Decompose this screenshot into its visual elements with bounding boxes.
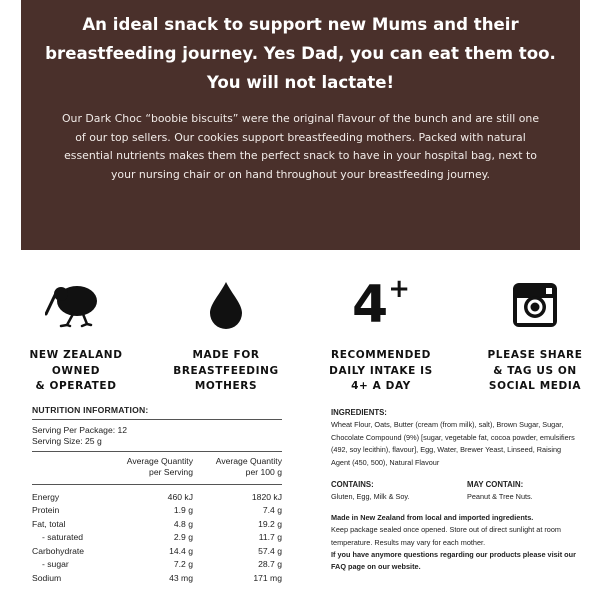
feature-breastfeeding xyxy=(156,270,296,395)
four-digit: 4 xyxy=(352,275,389,335)
ingredients-title: INGREDIENTS: xyxy=(331,408,387,417)
table-row: - sugar 7.2 g 28.7 g xyxy=(42,559,282,569)
banner-headline: An ideal snack to support new Mums and their breastfeeding journey. Yes Dad, you can eat them too. You will not lactate! xyxy=(45,15,556,92)
feature-line: SOCIAL MEDIA xyxy=(488,380,582,392)
feature-line: DAILY INTAKE IS xyxy=(329,364,433,377)
feature-line: MOTHERS xyxy=(194,380,258,392)
servings-per-package: Serving Per Package: 12 xyxy=(32,425,128,435)
four-plus-icon xyxy=(311,270,451,340)
col-per-100g-header: Average Quantity per 100 g xyxy=(193,452,282,485)
faq-note: If you have anymore questions regarding our products please visit our FAQ page on our website. xyxy=(331,550,576,572)
table-row: Carbohydrate 14.4 g 57.4 g xyxy=(32,545,282,556)
nutrition-title: NUTRITION INFORMATION: xyxy=(32,405,282,420)
feature-nz-owned xyxy=(6,270,146,395)
feature-line: PLEASE SHARE xyxy=(487,349,583,361)
may-contain-title: MAY CONTAIN: xyxy=(467,480,524,490)
ingredients-list: Wheat Flour, Oats, Butter (cream (from milk), salt), Brown Sugar, Sugar, Chocolate Compound (9%) [sugar, vegetable fat, cocoa powder, emulsifiers (492, soy lecithin), flavour], Egg, Water, Brewer Yeast, Linseed, Raising Agent (450, 500), Natural Flavour xyxy=(331,420,575,467)
table-row: - saturated 2.9 g 11.7 g xyxy=(42,532,282,542)
contains-title: CONTAINS: xyxy=(331,480,374,490)
serving-size: Serving Size: 25 g xyxy=(32,436,102,446)
feature-daily-intake xyxy=(311,270,451,395)
milk-drop-icon xyxy=(156,270,296,340)
storage-note: Keep package sealed once opened. Store out of direct sunlight at room temperature. Results may vary for each mother. xyxy=(331,525,562,547)
feature-line: & TAG US ON xyxy=(493,364,577,377)
made-in-nz: Made in New Zealand from local and imported ingredients. xyxy=(331,512,534,522)
col-per-serving-header: Average Quantity per Serving xyxy=(104,452,193,485)
feature-line: MADE FOR xyxy=(192,349,260,361)
feature-line: RECOMMENDED xyxy=(331,349,431,361)
instagram-icon xyxy=(465,270,600,340)
plus-sign: + xyxy=(388,274,410,304)
banner-description: Our Dark Choc “boobie biscuits” were the original flavour of the bunch and are still one of our top sellers. Our cookies support breastfeeding mothers. Packed with natural essential nutrients makes them the perfect snack to have in your hospital bag, next to your nursing chair or on hand throughout your breastfeeding journey. xyxy=(61,112,540,181)
nutrition-table xyxy=(32,451,282,585)
table-row: Sodium 43 mg 171 mg xyxy=(32,572,282,583)
feature-line: NEW ZEALAND xyxy=(29,349,123,361)
table-row: Fat, total 4.8 g 19.2 g xyxy=(32,518,282,529)
feature-line: BREASTFEEDING xyxy=(173,364,279,377)
feature-social xyxy=(465,270,600,395)
kiwi-bird-icon xyxy=(6,270,146,340)
feature-line: OWNED xyxy=(51,364,101,377)
table-row: Energy 460 kJ 1820 kJ xyxy=(32,491,282,502)
nutrition-panel xyxy=(32,405,282,585)
feature-line: & OPERATED xyxy=(35,380,117,392)
may-contain-text: Peanut & Tree Nuts. xyxy=(467,492,533,502)
header-banner xyxy=(21,0,580,250)
table-row: Protein 1.9 g 7.4 g xyxy=(32,505,282,515)
contains-text: Gluten, Egg, Milk & Soy. xyxy=(331,492,410,502)
feature-line: 4+ A DAY xyxy=(351,380,411,392)
ingredients-panel xyxy=(331,407,581,574)
